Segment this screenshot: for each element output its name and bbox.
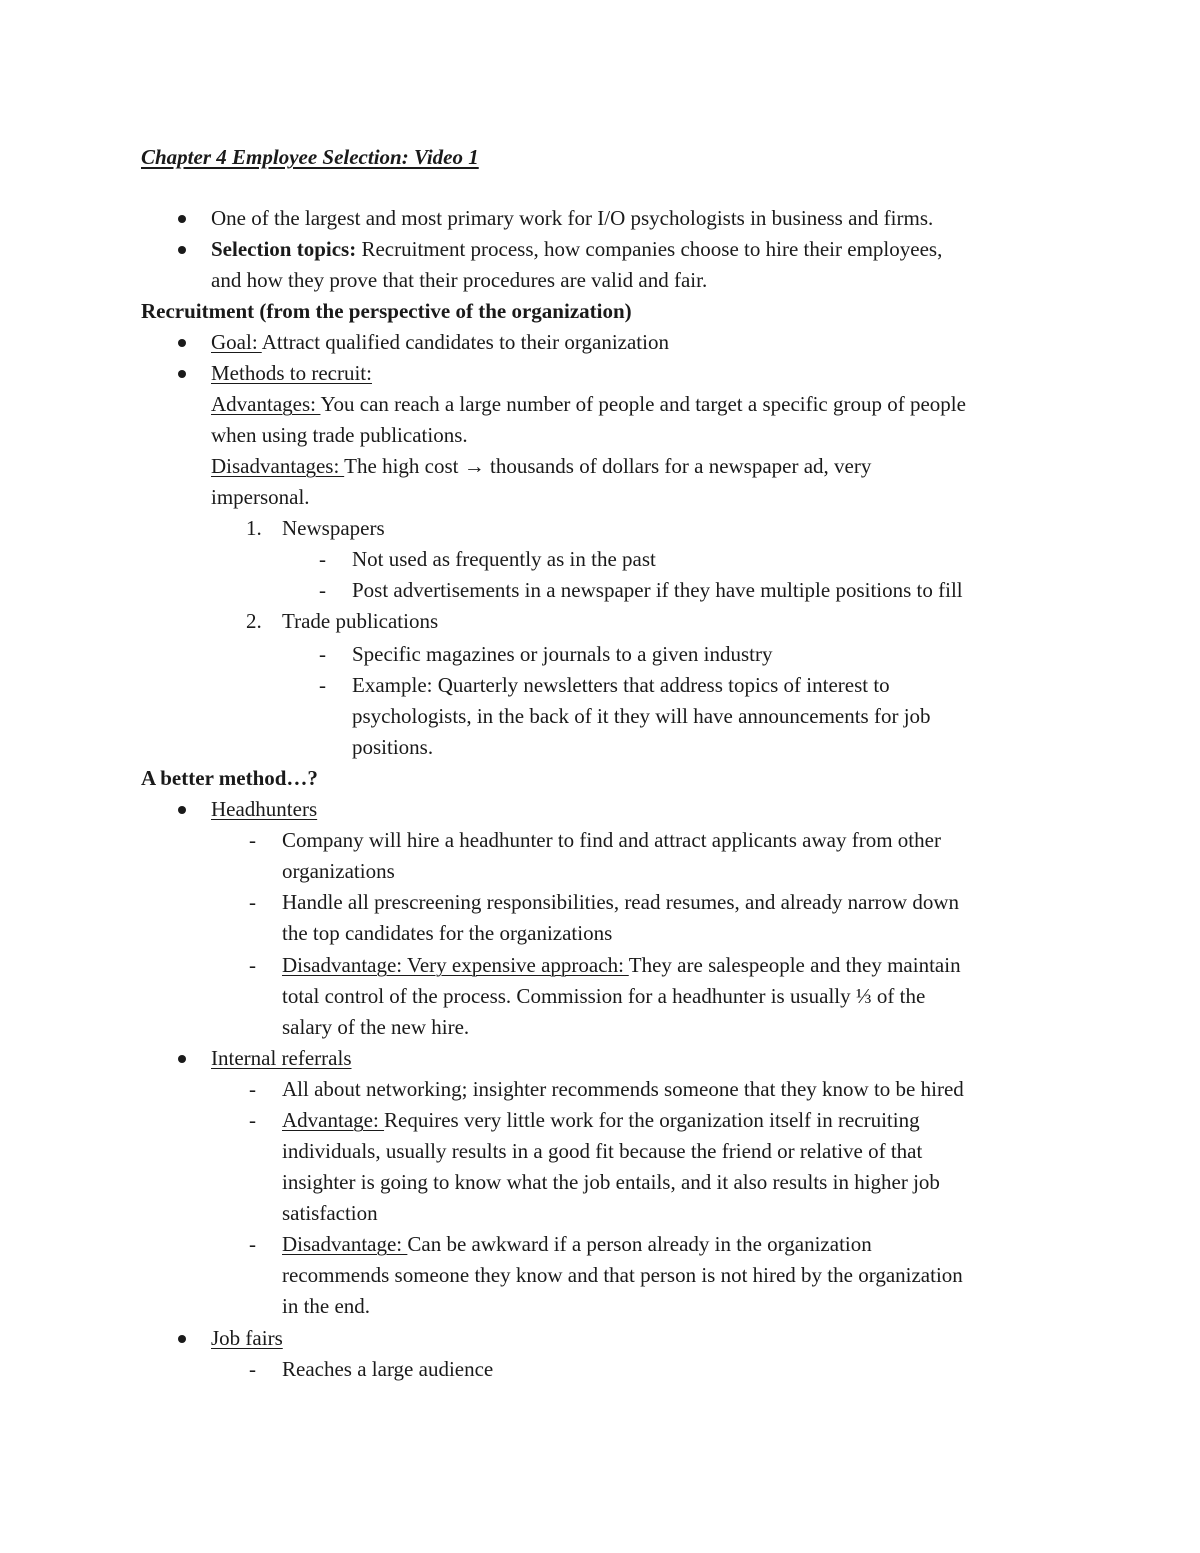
advantages-line-1 [211, 389, 966, 420]
dash-marker: - [249, 1077, 256, 1101]
bullet-icon [178, 246, 186, 254]
referrals-detail-3-line-1 [282, 1229, 872, 1260]
recruitment-heading: Recruitment (from the perspective of the organization) [141, 299, 632, 323]
dash-marker: - [319, 673, 326, 697]
referrals-detail-3-line-2: recommends someone they know and that person is not hired by the organization [282, 1263, 963, 1287]
bullet-icon [178, 1055, 186, 1063]
disadvantages-line-2: impersonal. [211, 485, 310, 509]
referrals-detail-2-line-2: individuals, usually results in a good fit because the friend or relative of that [282, 1139, 923, 1163]
goal-item [211, 327, 669, 358]
headhunters-detail-3-line-1 [282, 950, 961, 981]
goal-label: Goal: [211, 330, 262, 354]
referrals-detail-1: All about networking; insighter recommends someone that they know to be hired [282, 1077, 964, 1101]
job-fairs-label: Job fairs [211, 1326, 283, 1350]
headhunters-disadvantage-text: They are salespeople and they maintain [628, 953, 961, 977]
numbered-item-newspapers: Newspapers [282, 516, 385, 540]
headhunters-detail-2-line-1: Handle all prescreening responsibilities, read resumes, and already narrow down [282, 890, 960, 914]
dash-marker: - [319, 547, 326, 571]
trade-detail-2-line-2: psychologists, in the back of it they will have announcements for job [352, 704, 931, 728]
advantages-line-2: when using trade publications. [211, 423, 468, 447]
list-number: 2. [246, 609, 262, 633]
numbered-item-trade-publications: Trade publications [282, 609, 439, 633]
dash-marker: - [249, 828, 256, 852]
internal-referrals-label: Internal referrals [211, 1046, 352, 1070]
trade-detail-2-line-1: Example: Quarterly newsletters that address topics of interest to [352, 673, 890, 697]
intro-bullet-2-line-1 [211, 234, 942, 265]
intro-bullet-1: One of the largest and most primary work for I/O psychologists in business and firms. [211, 206, 934, 230]
referrals-detail-2-line-4: satisfaction [282, 1201, 378, 1225]
referrals-detail-3-line-3: in the end. [282, 1294, 371, 1318]
dash-marker: - [249, 1232, 256, 1256]
bullet-icon [178, 1335, 186, 1343]
intro-bullet-2-line-2: and how they prove that their procedures are valid and fair. [211, 268, 708, 292]
job-fairs-detail-1: Reaches a large audience [282, 1357, 494, 1381]
headhunters-disadvantage-label: Disadvantage: Very expensive approach: [282, 953, 629, 977]
bullet-icon [178, 215, 186, 223]
better-method-heading: A better method…? [141, 766, 318, 790]
referrals-detail-2-line-3: insighter is going to know what the job entails, and it also results in higher job [282, 1170, 940, 1194]
dash-marker: - [319, 642, 326, 666]
headhunters-detail-3-line-2: total control of the process. Commission for a headhunter is usually ⅓ of the [282, 984, 926, 1008]
goal-text: Attract qualified candidates to their organization [261, 330, 669, 354]
methods-label: Methods to recruit: [211, 361, 372, 385]
dash-marker: - [249, 1357, 256, 1381]
trade-detail-2-line-3: positions. [352, 735, 434, 759]
headhunters-detail-1-line-2: organizations [282, 859, 395, 883]
bullet-icon [178, 339, 186, 347]
disadvantages-text: The high cost → thousands of dollars for a newspaper ad, very [344, 454, 872, 478]
bullet-icon [178, 370, 186, 378]
dash-marker: - [249, 1108, 256, 1132]
newspapers-detail-1: Not used as frequently as in the past [352, 547, 656, 571]
dash-marker: - [249, 953, 256, 977]
disadvantages-label: Disadvantages: [211, 454, 345, 478]
dash-marker: - [249, 890, 256, 914]
referrals-advantage-text: Requires very little work for the organization itself in recruiting [384, 1108, 920, 1132]
selection-topics-text: Recruitment process, how companies choose to hire their employees, [356, 237, 943, 261]
referrals-disadvantage-label: Disadvantage: [282, 1232, 408, 1256]
selection-topics-label: Selection topics: [211, 237, 357, 261]
referrals-advantage-label: Advantage: [282, 1108, 385, 1132]
trade-detail-1: Specific magazines or journals to a given industry [352, 642, 773, 666]
headhunters-detail-2-line-2: the top candidates for the organizations [282, 921, 613, 945]
bullet-icon [178, 806, 186, 814]
dash-marker: - [319, 578, 326, 602]
headhunters-detail-1-line-1: Company will hire a headhunter to find and attract applicants away from other [282, 828, 941, 852]
page-title: Chapter 4 Employee Selection: Video 1 [141, 145, 479, 169]
list-number: 1. [246, 516, 262, 540]
advantages-text: You can reach a large number of people and target a specific group of people [320, 392, 966, 416]
headhunters-label: Headhunters [211, 797, 318, 821]
disadvantages-line-1 [211, 451, 871, 482]
referrals-detail-2-line-1 [282, 1105, 920, 1136]
newspapers-detail-2: Post advertisements in a newspaper if they have multiple positions to fill [352, 578, 963, 602]
advantages-label: Advantages: [211, 392, 321, 416]
referrals-disadvantage-text: Can be awkward if a person already in the organization [407, 1232, 872, 1256]
headhunters-detail-3-line-3: salary of the new hire. [282, 1015, 470, 1039]
